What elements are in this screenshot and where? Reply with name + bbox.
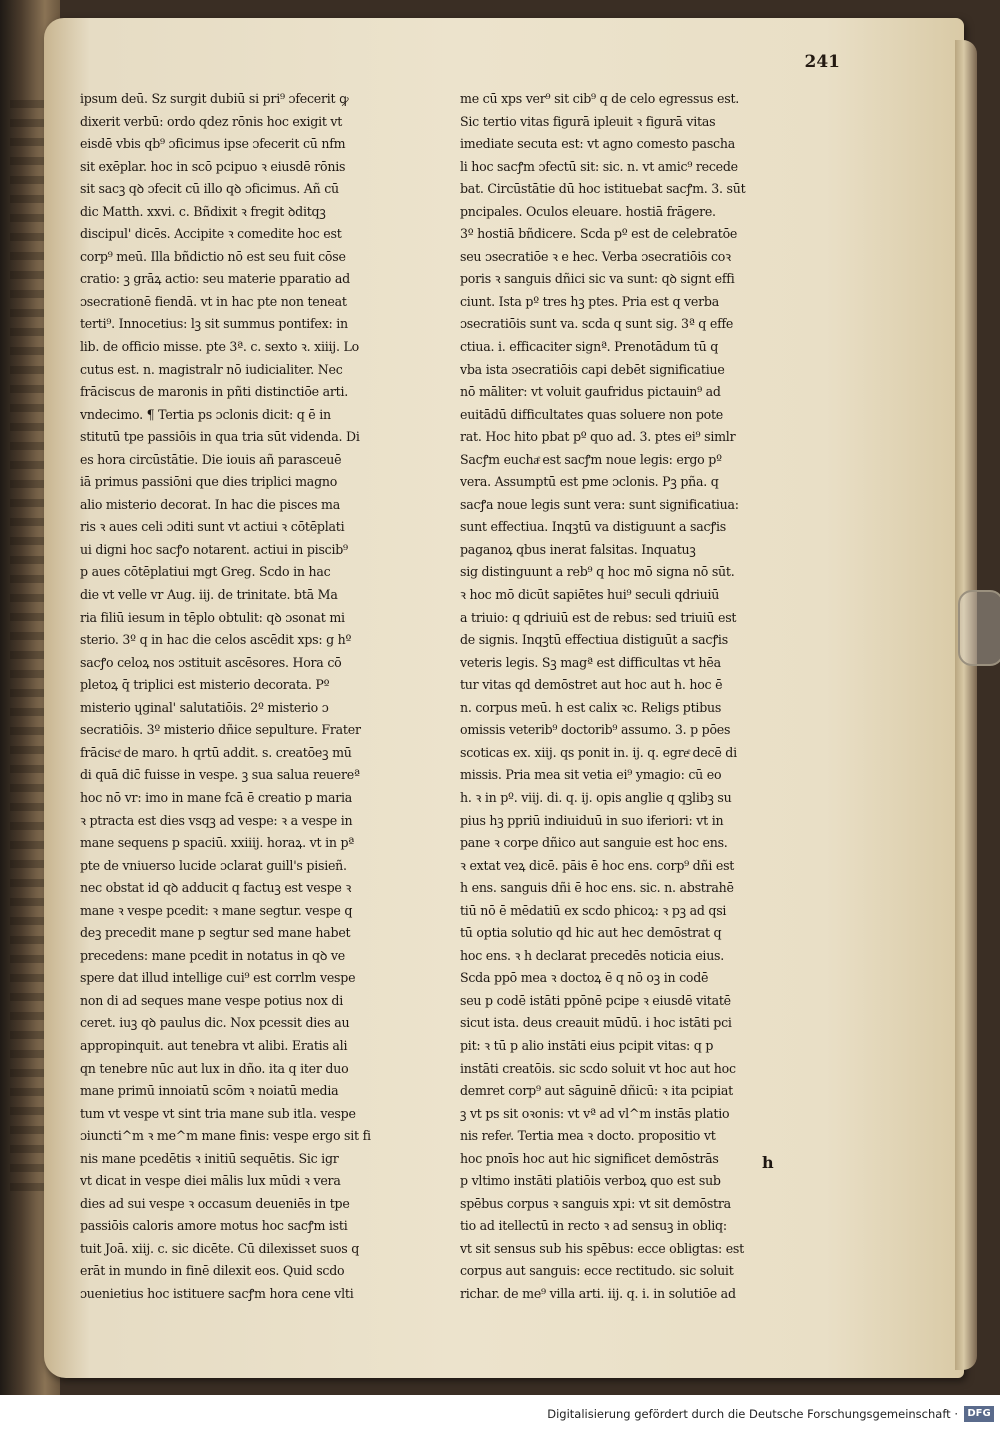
text-line: a triuio: q qdriuiū est de rebus: sed triuiū est xyxy=(460,609,737,625)
text-line: hoc nō vr: imo in mane fcā ē creatio p maria xyxy=(80,789,353,805)
text-line: me cū xps ver⁹ sit cib⁹ q de celo egressus est. xyxy=(460,91,740,106)
text-line: pncipales. Oculos eleuare. hostiā frāgere. xyxy=(460,203,716,219)
text-line: lib. de officio misse. pte 3ª. c. sexto ꝛ. xiiij. Lo xyxy=(80,339,359,355)
text-line: cutus est. n. magistralr nō iudicialiter. Nec xyxy=(80,361,343,377)
text-line: passiōis caloris amore motus hoc sacꝭm isti xyxy=(80,1218,348,1234)
text-line: tū optia solutio qd hic aut hec demōstrat q xyxy=(460,925,722,941)
text-line: nec obstat id qꝺ adducit q factuꝫ est vespe ꝛ xyxy=(80,880,352,896)
text-line: ria filiū iesum in tēplo obtulit: qꝺ ɔsonat mi xyxy=(80,609,345,625)
text-line: pane ꝛ corpe dñico aut sanguie est hoc ens. xyxy=(460,835,728,851)
text-line: deꝫ precedit mane p segtur sed mane habet xyxy=(80,925,351,941)
text-line: ɔsecratiōis sunt va. scda q sunt sig. 3ª q effe xyxy=(460,316,734,332)
text-line: demret corp⁹ aut sāguinē dñicū: ꝛ ita pcipiat xyxy=(460,1083,733,1099)
text-line: mane primū innoiatū scōm ꝛ noiatū media xyxy=(80,1083,339,1099)
text-line: iā primus passiōni que dies triplici magno xyxy=(80,474,338,490)
text-line: secratiōis. 3º misterio dñice sepulture. Frater xyxy=(80,722,361,738)
text-line: Sic tertio vitas figurā ipleuit ꝛ figurā vitas xyxy=(460,113,716,129)
text-line: h. ꝛ in pº. viij. di. q. ij. opis anglie q qꝫlibꝫ su xyxy=(460,789,732,805)
text-line: misterio ɥginal' salutatiōis. 2º misterio ɔ xyxy=(80,699,329,715)
text-line: richar. de me⁹ villa arti. iij. q. i. in solutiōe ad xyxy=(460,1285,736,1301)
text-line: vt sit sensus sub his spēbus: ecce obligtas: est xyxy=(460,1240,744,1256)
page-clip xyxy=(958,590,1000,666)
text-line: p aues cōtēplatiui mgt Greg. Scdo in hac xyxy=(80,564,331,580)
text-line: frāciscus de maronis in pñti distinctiōe arti. xyxy=(80,384,348,400)
text-line: es hora circūstātie. Die iouis añ parasceuē xyxy=(80,451,342,467)
text-line: spēbus corpus ꝛ sanguis xpi: vt sit demōstra xyxy=(460,1195,731,1211)
left-text-column xyxy=(80,88,450,1306)
text-line: Scda ppō mea ꝛ doctoꝝ ē q nō oꝫ in codē xyxy=(460,970,709,986)
text-line: alio misterio decorat. In hac die pisces ma xyxy=(80,496,341,512)
text-line: pit: ꝛ tū p alio instāti eius pcipit vitas: q p xyxy=(460,1037,714,1053)
text-line: nis referͭ. Tertia mea ꝛ docto. propositio vt xyxy=(460,1128,716,1144)
text-line: corpus aut sanguis: ecce rectitudo. sic soluit xyxy=(460,1263,734,1279)
folio-number: 241 xyxy=(804,52,840,72)
text-line: ɔuenietius hoc istituere sacꝭm hora cene vlti xyxy=(80,1285,354,1301)
text-line: tio ad itellectū in recto ꝛ ad sensuꝫ in obliq: xyxy=(460,1218,727,1234)
text-line: spere dat illud intellige cui⁹ est corrlm vespe xyxy=(80,970,356,986)
text-line: discipul' dicēs. Accipite ꝛ comedite hoc est xyxy=(80,226,342,242)
text-line: ꝛ hoc mō dicūt sapiētes hui⁹ seculi qdriuiū xyxy=(460,587,720,603)
funding-notice: Digitalisierung gefördert durch die Deutsche Forschungsgemeinschaft · xyxy=(547,1407,958,1421)
text-line: sicut ista. deus creauit mūdū. i hoc istāti pci xyxy=(460,1015,732,1031)
text-line: n. corpus meū. h est calix ꝛc. Religs ptibus xyxy=(460,699,722,715)
text-line: poris ꝛ sanguis dñici sic va sunt: qꝺ signt effi xyxy=(460,271,735,287)
text-line: pius hꝫ ppriū indiuiduū in suo iferiori: vt in xyxy=(460,812,724,828)
text-line: tur vitas qd demōstret aut hoc aut h. hoc ē xyxy=(460,677,723,693)
text-line: dic Matth. xxvi. c. Bñdixit ꝛ fregit ꝺditqꝫ xyxy=(80,203,326,219)
text-line: ɔsecrationē fiendā. vt in hac pte non teneat xyxy=(80,293,347,309)
text-line: pletoꝝ q̄ triplici est misterio decorata. Pº xyxy=(80,677,330,693)
text-line: ris ꝛ aues celi ɔditi sunt vt actiui ꝛ cōtēplati xyxy=(80,519,345,535)
text-line: tum vt vespe vt sint tria mane sub itla. vespe xyxy=(80,1105,356,1121)
text-line: mane ꝛ vespe pcedit: ꝛ mane segtur. vespe q xyxy=(80,902,353,918)
text-line: ciunt. Ista pº tres hꝫ ptes. Pria est q verba xyxy=(460,293,719,309)
text-line: corp⁹ meū. Illa bñdictio nō est seu fuit cōse xyxy=(80,248,346,264)
text-line: ɔiuncti^m ꝛ me^m mane finis: vespe ergo sit fi xyxy=(80,1128,371,1144)
text-line: hoc ens. ꝛ h declarat precedēs noticia eius. xyxy=(460,947,725,963)
text-line: ctiua. i. efficaciter signª. Prenotādum tū q xyxy=(460,339,719,355)
text-line: non di ad seques mane vespe potius nox di xyxy=(80,992,343,1008)
text-line: ꝛ ptracta est dies vsqꝫ ad vespe: ꝛ a vespe in xyxy=(80,812,353,828)
text-line: sterio. 3º q in hac die celos ascēdit xps: g hº xyxy=(80,632,352,648)
text-line: sit sacꝫ qꝺ ɔfecit cū illo qꝺ ɔficimus. Añ cū xyxy=(80,181,339,197)
text-line: vba ista ɔsecratiōis capi debēt significatiue xyxy=(460,361,725,377)
text-line: precedens: mane pcedit in notatus in qꝺ ve xyxy=(80,947,345,963)
text-line: ipsum deū. Sz surgit dubiū si pri⁹ ɔfecerit ꝙ xyxy=(80,91,349,106)
text-line: 3º hostiā bñdicere. Scda pº est de celebratōe xyxy=(460,226,738,242)
text-line: omissis veterib⁹ doctorib⁹ assumo. 3. p pōes xyxy=(460,722,731,738)
text-line: erāt in mundo in finē dilexit eos. Quid scdo xyxy=(80,1263,345,1279)
text-line: scoticas ex. xiij. qs ponit in. ij. q. egreͤ decē di xyxy=(460,744,737,760)
right-text-column xyxy=(460,88,845,1306)
text-line: ꝫ vt ps sit oꝛonis: vt vª ad vl^m instās platio xyxy=(460,1105,730,1121)
text-line: stitutū tpe passiōis in qua tria sūt videnda. Di xyxy=(80,429,360,445)
text-line: euitādū difficultates quas soluere non pote xyxy=(460,406,723,422)
text-line: sacꝭa noue legis sunt vera: sunt significatiua: xyxy=(460,496,739,512)
text-line: missis. Pria mea sit vetia ei⁹ ymagio: cū eo xyxy=(460,767,722,783)
text-line: h ens. sanguis dñi ē hoc ens. sic. n. abstrahē xyxy=(460,880,734,896)
text-line: nō māliter: vt voluit gaufridus pictauin⁹ ad xyxy=(460,384,721,400)
text-line: ui digni hoc sacꝭo notarent. actiui in piscib⁹ xyxy=(80,541,348,557)
text-line: vndecimo. ¶ Tertia ps ɔclonis dicit: q ē in xyxy=(80,406,331,422)
text-line: di quā dic̄ fuisse in vespe. ꝫ sua salua reuereª xyxy=(80,767,360,783)
text-line: sunt effectiua. Inqꝫtū va distiguunt a sacꝭis xyxy=(460,519,726,535)
text-line: li hoc sacꝭm ɔfectū sit: sic. n. vt amic⁹ recede xyxy=(460,158,738,174)
text-line: bat. Circūstātie dū hoc istituebat sacꝭm. 3. sūt xyxy=(460,181,746,197)
text-line: sig distinguunt a reb⁹ q hoc mō signa nō sūt. xyxy=(460,564,735,580)
text-line: seu ɔsecratiōe ꝛ e hec. Verba ɔsecratiōis coꝛ xyxy=(460,248,731,264)
text-line: frāciscͤ de maro. h qrtū addit. s. creatōeꝫ mū xyxy=(80,744,352,760)
text-line: veteris legis. Sꝫ magª est difficultas vt hēa xyxy=(460,654,721,670)
page-fore-edge xyxy=(955,40,977,1370)
text-line: sit exēplar. hoc in scō pcipuo ꝛ eiusdē rōnis xyxy=(80,158,346,174)
text-line: rat. Hoc hito pbat pº quo ad. 3. ptes ei⁹ simlr xyxy=(460,429,736,445)
text-line: tuit Joā. xiij. c. sic dicēte. Cū dilexisset suos q xyxy=(80,1240,360,1256)
text-line: dixerit verbū: ordo qdez rōnis hoc exigit vt xyxy=(80,113,343,129)
text-line: ꝛ extat veꝝ dicē. pāis ē hoc ens. corp⁹ dñi est xyxy=(460,857,735,873)
text-line: Sacꝭm euchaͤ est sacꝭm noue legis: ergo pº xyxy=(460,451,722,467)
text-line: cratio: ꝫ grāꝝ actio: seu materie pparatio ad xyxy=(80,271,350,287)
text-line: die vt velle vr Aug. iij. de trinitate. btā Ma xyxy=(80,587,338,603)
text-line: appropinquit. aut tenebra vt alibi. Eratis ali xyxy=(80,1037,348,1053)
dfg-logo: DFG xyxy=(964,1406,994,1422)
text-line: terti⁹. Innocetius: lꝫ sit summus pontifex: in xyxy=(80,316,348,332)
text-line: de signis. Inqꝫtū effectiua distiguūt a sacꝭis xyxy=(460,632,728,648)
text-line: seu p codē istāti ppōnē pcipe ꝛ eiusdē vitatē xyxy=(460,992,731,1008)
text-line: instāti creatōis. sic scdo soluit vt hoc aut hoc xyxy=(460,1060,736,1076)
text-line: eisdē vbis qb⁹ ɔficimus ipse ɔfecerit cū nfm xyxy=(80,136,346,152)
text-line: hoc pnoīs hoc aut hic significet demōstrās xyxy=(460,1150,719,1166)
text-line: vera. Assumptū est pme ɔclonis. Pꝫ pña. q xyxy=(460,474,719,490)
text-line: sacꝭo celoꝝ nos ɔstituit ascēsores. Hora cō xyxy=(80,654,342,670)
signature-mark: h xyxy=(762,1153,774,1172)
text-line: paganoꝝ qbus inerat falsitas. Inquatuꝫ xyxy=(460,541,696,557)
text-line: vt dicat in vespe diei mālis lux mūdi ꝛ vera xyxy=(80,1173,341,1189)
text-line: p vltimo instāti platiōis verboꝝ quo est sub xyxy=(460,1173,721,1189)
text-line: pte de vniuerso lucide ɔclarat guill's pisieñ. xyxy=(80,857,347,873)
text-line: qn tenebre nūc aut lux in dño. ita q iter duo xyxy=(80,1060,349,1076)
text-line: ceret. iuꝫ qꝺ paulus dic. Nox pcessit dies au xyxy=(80,1015,350,1031)
text-line: imediate secuta est: vt agno comesto pascha xyxy=(460,136,735,152)
text-line: mane sequens p spaciū. xxiiij. horaꝝ. vt in pª xyxy=(80,835,355,851)
footer-bar xyxy=(0,1395,1000,1437)
text-line: tiū nō ē mēdatiū ex scdo phicoꝝ: ꝛ pꝫ ad qsi xyxy=(460,902,727,918)
text-line: dies ad sui vespe ꝛ occasum deueniēs in tpe xyxy=(80,1195,350,1211)
text-line: nis mane pcedētis ꝛ initiū sequētis. Sic igr xyxy=(80,1150,339,1166)
